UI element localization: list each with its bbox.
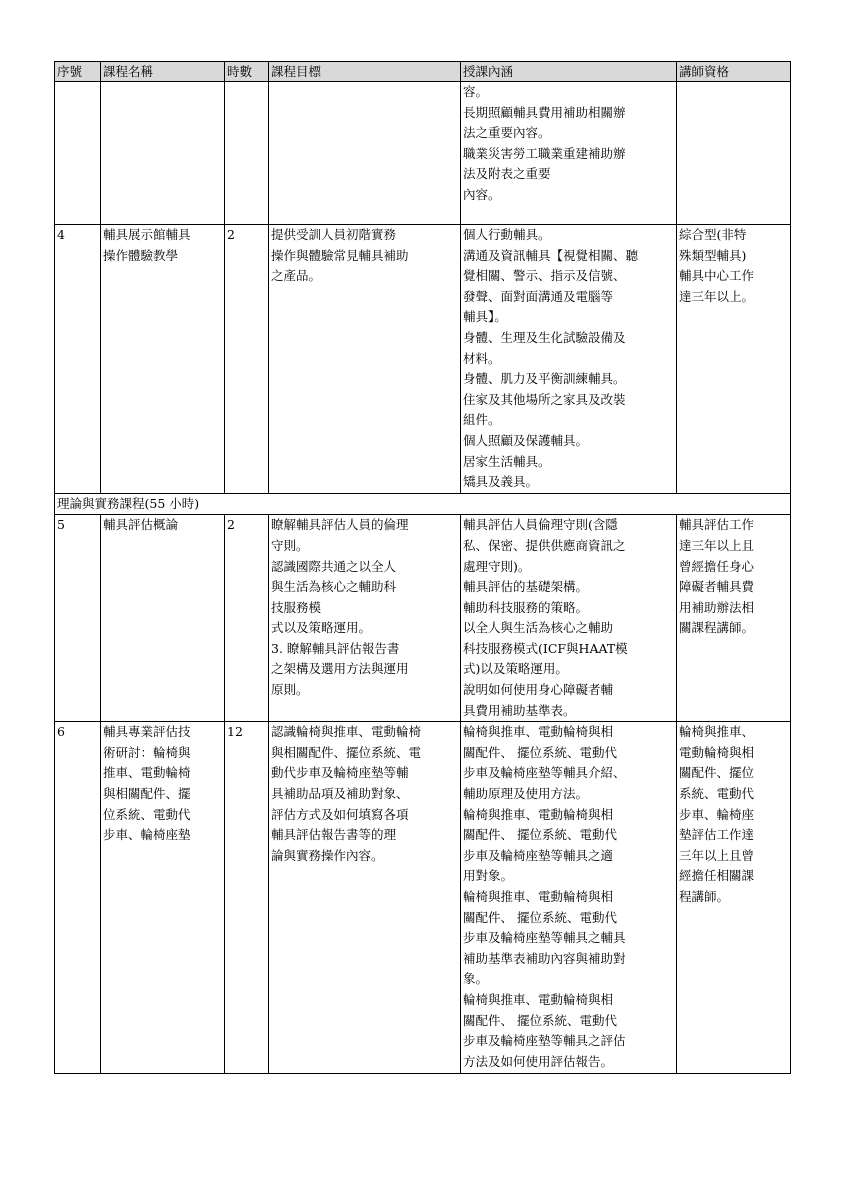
instructor-qualification [677,82,791,225]
course-content-line: 具費用補助基準表。 [463,702,576,718]
course-content-line: 輔具評估人員倫理守則(含隱 [463,517,618,533]
course-content-line: 步車及輪椅座墊等輔具之適 [463,847,614,863]
course-hours [225,82,269,225]
course-goal-line: 認識輪椅與推車、電動輪椅 [271,724,422,740]
course-content-line: 個人照顧及保護輔具。 [463,432,589,448]
course-content-line: 溝通及資訊輔具【視覺相關、聽 [463,247,639,263]
course-hours: 2 [225,225,269,494]
course-content [461,515,677,722]
course-goal-line: 3. 瞭解輔具評估報告書 [271,640,400,656]
course-content-line: 輔具】。 [463,309,507,325]
course-name-line: 輔具專業評估技 [103,724,191,740]
course-name-line: 步車、輪椅座墊 [103,827,191,843]
course-goal-line: 之產品。 [271,268,322,284]
table-header-row [55,62,791,82]
course-content-line: 身體、生理及生化試驗設備及 [463,329,626,345]
course-content-line: 身體、肌力及平衡訓練輔具。 [463,371,626,387]
course-content-line: 關配件、 擺位系統、電動代 [463,909,617,925]
course-goal [269,722,461,1074]
course-name [101,515,225,722]
table-row [55,225,791,494]
section-title: 理論與實務課程(55 小時) [55,493,791,515]
instructor-qualification-line: 用補助辦法相 [679,599,755,615]
course-goal-line: 提供受訓人員初階實務 [271,227,397,242]
course-hours: 2 [225,515,269,722]
course-goal-line: 原則。 [271,682,309,698]
instructor-qualification-line: 達三年以上且 [679,537,755,553]
course-content-line: 個人行動輔具。 [463,227,551,242]
course-goal-line: 與相關配件、擺位系統、電 [271,744,422,760]
header-course-content: 授課內涵 [461,62,677,82]
course-content-line: 發聲、面對面溝通及電腦等 [463,288,614,304]
course-content-line: 覺相關、警示、指示及信號、 [463,268,626,284]
course-name-line: 位系統、電動代 [103,806,191,822]
course-goal-line: 論與實務操作內容。 [271,847,384,863]
instructor-qualification-line: 三年以上且曾 [679,847,755,863]
course-content-line: 輔具評估的基礎架構。 [463,579,589,595]
instructor-qualification-line: 綜合型(非特 [679,227,747,242]
instructor-qualification-line: 關配件、擺位 [679,765,755,781]
row-number: 6 [55,722,101,1074]
course-content-line: 居家生活輔具。 [463,453,551,469]
course-content-line: 關配件、 擺位系統、電動代 [463,827,617,843]
header-course-name: 課程名稱 [101,62,225,82]
header-course-goal: 課程目標 [269,62,461,82]
course-content-line: 輪椅與推車、電動輪椅與相 [463,724,614,740]
course-content-line: 關配件、 擺位系統、電動代 [463,744,617,760]
instructor-qualification-line: 輔具中心工作 [679,268,755,284]
instructor-qualification-line: 殊類型輔具) [679,247,747,263]
course-name-line: 輔具評估概論 [103,517,179,533]
table-body-bottom [55,515,791,1074]
course-content-line: 科技服務模式(ICF與HAAT模 [463,640,628,656]
course-content-line: 材料。 [463,350,501,366]
course-content-line: 式)以及策略運用。 [463,661,568,677]
header-instructor: 講師資格 [677,62,791,82]
table-row [55,82,791,225]
course-content-line: 步車及輪椅座墊等輔具介紹、 [463,765,626,781]
instructor-qualification-line: 墊評估工作達 [679,827,755,843]
table-row [55,515,791,722]
course-content [461,225,677,494]
course-content-line: 住家及其他場所之家具及改裝 [463,391,626,407]
course-content-line: 組件。 [463,412,501,428]
table-row [55,722,791,1074]
course-name [101,225,225,494]
row-number: 4 [55,225,101,494]
course-goal-line: 評估方式及如何填寫各項 [271,806,409,822]
course-name [101,722,225,1074]
instructor-qualification-line: 曾經擔任身心 [679,558,755,574]
course-content-line: 長期照顧輔具費用補助相關辦 [463,104,626,120]
course-content [461,722,677,1074]
instructor-qualification [677,722,791,1074]
course-name-line: 推車、電動輪椅 [103,765,191,781]
row-number: 5 [55,515,101,722]
table-body-top [55,82,791,494]
course-goal [269,225,461,494]
course-content [461,82,677,225]
course-goal-line: 式以及策略運用。 [271,620,372,636]
course-content-line: 補助基準表補助內容與補助對 [463,950,626,966]
instructor-qualification-line: 障礙者輔具費 [679,579,755,595]
course-content-line: 輔助科技服務的策略。 [463,599,589,615]
course-goal-line: 輔具評估報告書等的理 [271,827,397,843]
course-content-line: 以全人與生活為核心之輔助 [463,620,614,636]
instructor-qualification-line: 系統、電動代 [679,786,755,802]
course-goal [269,515,461,722]
course-content-line: 象。 [463,971,489,987]
instructor-qualification-line: 輔具評估工作 [679,517,755,533]
course-content-line: 私、保密、提供供應商資訊之 [463,537,626,553]
instructor-qualification [677,515,791,722]
course-content-line: 法之重要內容。 [463,125,551,141]
course-content-line: 內容。 [463,186,501,202]
course-content-line: 輪椅與推車、電動輪椅與相 [463,806,614,822]
course-goal-line: 具補助品項及補助對象、 [271,786,409,802]
course-content-line: 說明如何使用身心障礙者輔 [463,682,614,698]
instructor-qualification-line: 電動輪椅與相 [679,744,755,760]
course-content-line: 矯具及義具。 [463,474,539,490]
course-content-line: 處理守則)。 [463,558,531,574]
course-content-line: 方法及如何使用評估報告。 [463,1053,614,1069]
header-hours: 時數 [225,62,269,82]
course-content-line: 輪椅與推車、電動輪椅與相 [463,889,614,904]
section-row [55,493,791,515]
instructor-qualification-line: 程講師。 [679,889,730,904]
course-content-line: 步車及輪椅座墊等輔具之輔具 [463,930,626,946]
instructor-qualification-line: 經擔任相關課 [679,868,755,884]
course-name-line: 操作體驗教學 [103,247,179,263]
course-goal [269,82,461,225]
row-number [55,82,101,225]
instructor-qualification-line: 達三年以上。 [679,288,755,304]
course-content-line: 容。 [463,84,489,99]
course-table [54,61,791,1074]
course-name-line: 術研討：輪椅與 [103,744,191,760]
course-content-line: 用對象。 [463,868,514,884]
course-content-line: 關配件、 擺位系統、電動代 [463,1012,617,1028]
course-goal-line: 技服務模 [271,599,322,615]
course-content-line: 輔助原理及使用方法。 [463,786,589,802]
course-goal-line: 認識國際共通之以全人 [271,558,397,574]
course-content-line: 輪椅與推車、電動輪椅與相 [463,991,614,1007]
course-name-line: 與相關配件、擺 [103,786,191,802]
course-name-line: 輔具展示館輔具 [103,227,191,242]
course-hours: 12 [225,722,269,1074]
course-goal-line: 操作與體驗常見輔具補助 [271,247,409,263]
course-goal-line: 動代步車及輪椅座墊等輔 [271,765,409,781]
course-goal-line: 之架構及選用方法與運用 [271,661,409,677]
course-goal-line: 瞭解輔具評估人員的倫理 [271,517,409,533]
course-content-line: 職業災害勞工職業重建補助辦 [463,145,626,161]
instructor-qualification-line: 輪椅與推車、 [679,724,755,740]
header-no: 序號 [55,62,101,82]
instructor-qualification-line: 關課程講師。 [679,620,755,636]
course-name [101,82,225,225]
course-content-line: 步車及輪椅座墊等輔具之評估 [463,1033,626,1049]
course-content-line: 法及附表之重要 [463,166,551,182]
instructor-qualification-line: 步車、輪椅座 [679,806,755,822]
instructor-qualification [677,225,791,494]
course-goal-line: 守則。 [271,537,309,553]
course-goal-line: 與生活為核心之輔助科 [271,579,397,595]
